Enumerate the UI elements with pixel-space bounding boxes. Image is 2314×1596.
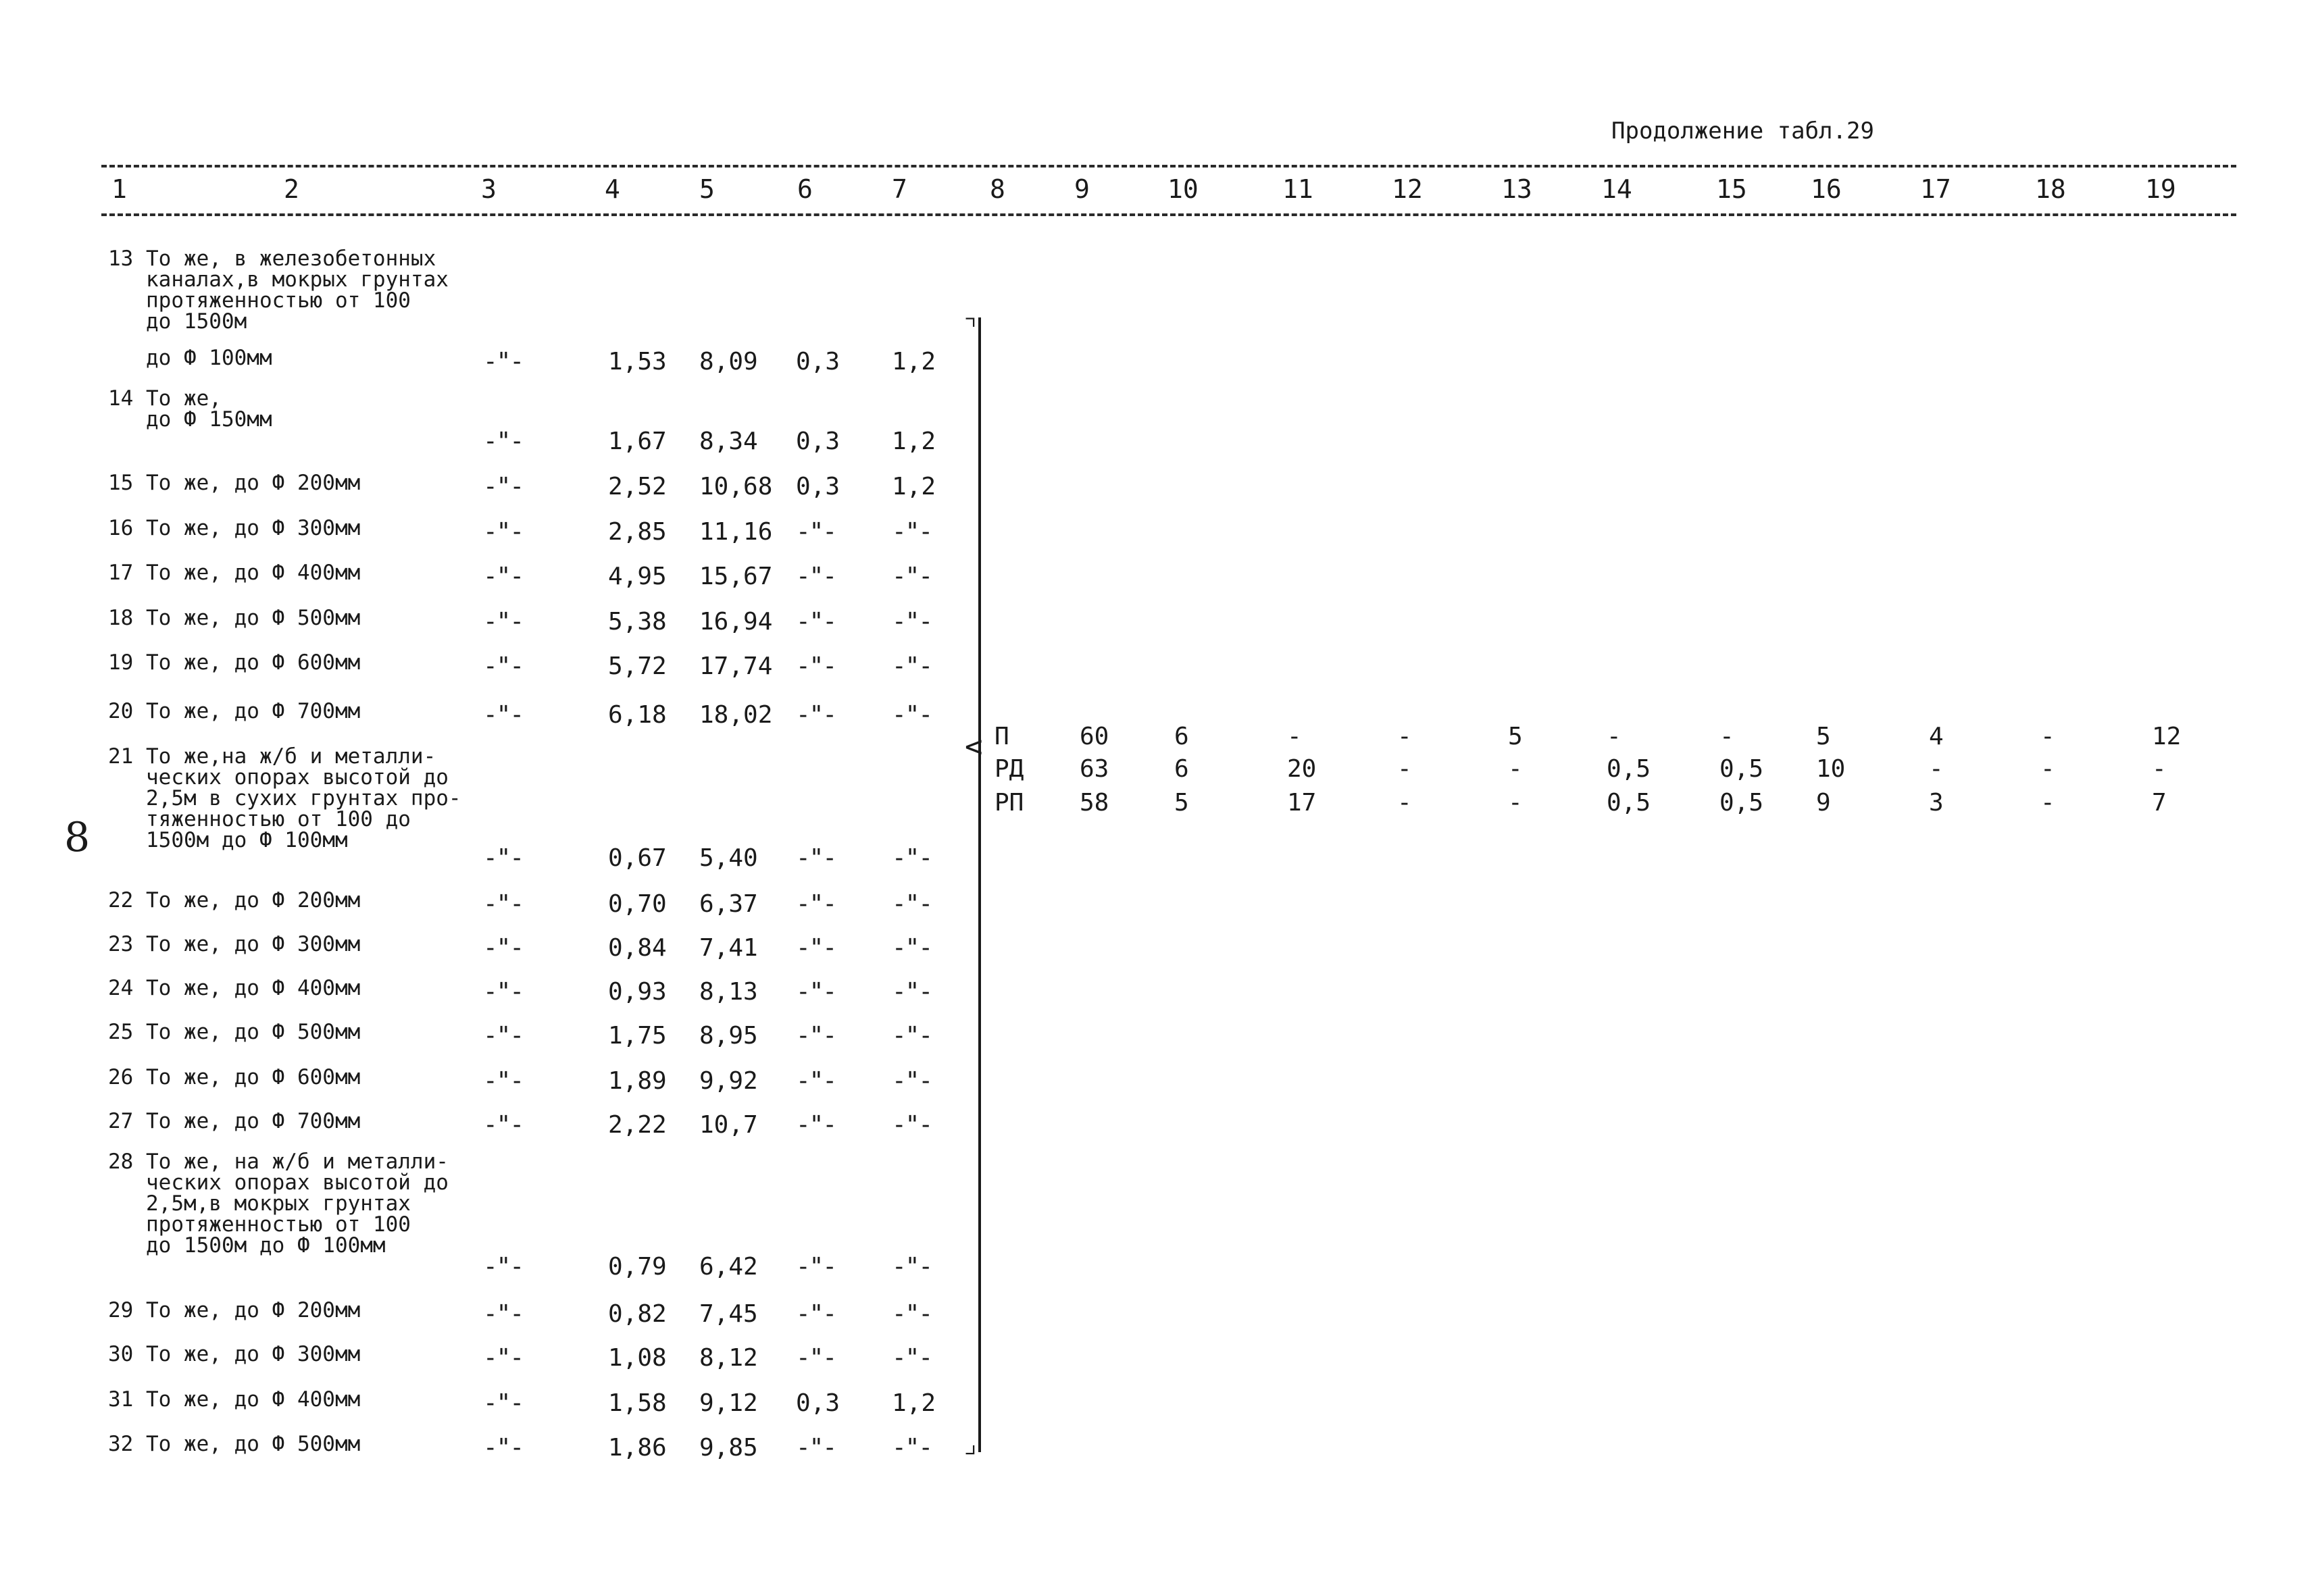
brace-top-hook: ⌝ xyxy=(962,312,979,343)
cell-col-3: -"- xyxy=(483,701,524,729)
right-cell-col-12: - xyxy=(1397,755,1412,783)
cell-col-5: 8,12 xyxy=(699,1344,758,1372)
cell-col-6: -"- xyxy=(796,518,836,546)
grouping-brace xyxy=(978,317,981,1452)
right-cell-col-11: 20 xyxy=(1287,755,1317,783)
cell-col-6: 0,3 xyxy=(796,348,840,376)
column-header-1: 1 xyxy=(111,174,127,204)
cell-col-7: -"- xyxy=(892,1067,932,1095)
cell-col-3: -"- xyxy=(483,890,524,918)
column-header-9: 9 xyxy=(1074,174,1090,204)
row-description: 31 То же, до Ф 400мм xyxy=(108,1387,361,1412)
cell-col-6: 0,3 xyxy=(796,1389,840,1417)
cell-col-6: -"- xyxy=(796,1344,836,1372)
cell-col-4: 1,75 xyxy=(608,1022,667,1050)
cell-col-7: 1,2 xyxy=(892,473,936,500)
column-header-5: 5 xyxy=(699,174,715,204)
cell-col-6: -"- xyxy=(796,978,836,1006)
column-header-12: 12 xyxy=(1392,174,1423,204)
column-header-6: 6 xyxy=(797,174,813,204)
row-description: 14 То же, до Ф 150мм xyxy=(108,386,272,432)
cell-col-3: -"- xyxy=(483,1434,524,1462)
right-cell-col-13: - xyxy=(1508,789,1523,817)
row-description: 17 То же, до Ф 400мм xyxy=(108,561,361,585)
cell-col-5: 7,41 xyxy=(699,934,758,962)
cell-col-4: 5,38 xyxy=(608,608,667,636)
cell-col-5: 8,09 xyxy=(699,348,758,376)
right-cell-col-17: 4 xyxy=(1929,723,1944,750)
column-header-16: 16 xyxy=(1811,174,1842,204)
header-bottom-rule xyxy=(101,213,2236,216)
cell-col-4: 1,67 xyxy=(608,428,667,455)
right-cell-col-19: - xyxy=(2152,755,2167,783)
right-cell-col-11: - xyxy=(1287,723,1302,750)
right-cell-col-12: - xyxy=(1397,723,1412,750)
cell-col-3: -"- xyxy=(483,1022,524,1050)
row-description: 29 То же, до Ф 200мм xyxy=(108,1298,361,1322)
cell-col-4: 1,08 xyxy=(608,1344,667,1372)
cell-col-5: 6,42 xyxy=(699,1253,758,1281)
cell-col-4: 1,89 xyxy=(608,1067,667,1095)
cell-col-5: 10,68 xyxy=(699,473,773,500)
cell-col-6: -"- xyxy=(796,1022,836,1050)
cell-col-6: -"- xyxy=(796,652,836,680)
cell-col-6: -"- xyxy=(796,934,836,962)
right-cell-col-16: 5 xyxy=(1816,723,1831,750)
cell-col-7: -"- xyxy=(892,563,932,590)
cell-col-6: -"- xyxy=(796,608,836,636)
cell-col-6: 0,3 xyxy=(796,473,840,500)
column-header-15: 15 xyxy=(1716,174,1747,204)
column-header-14: 14 xyxy=(1601,174,1632,204)
right-cell-col-13: - xyxy=(1508,755,1523,783)
right-cell-col-8: РП xyxy=(995,789,1024,817)
cell-col-4: 0,84 xyxy=(608,934,667,962)
right-cell-col-19: 7 xyxy=(2152,789,2167,817)
cell-col-4: 1,86 xyxy=(608,1434,667,1462)
right-cell-col-8: П xyxy=(995,723,1009,750)
cell-col-6: 0,3 xyxy=(796,428,840,455)
cell-col-4: 4,95 xyxy=(608,563,667,590)
cell-col-5: 15,67 xyxy=(699,563,773,590)
right-cell-col-9: 63 xyxy=(1080,755,1109,783)
column-header-18: 18 xyxy=(2035,174,2066,204)
cell-col-3: -"- xyxy=(483,608,524,636)
row-description: 27 То же, до Ф 700мм xyxy=(108,1109,361,1133)
cell-col-7: 1,2 xyxy=(892,348,936,376)
cell-col-5: 5,40 xyxy=(699,844,758,872)
cell-col-4: 0,93 xyxy=(608,978,667,1006)
cell-col-7: -"- xyxy=(892,1434,932,1462)
brace-bottom-hook: ⌟ xyxy=(962,1428,979,1460)
cell-col-6: -"- xyxy=(796,1111,836,1139)
row-description: 25 То же, до Ф 500мм xyxy=(108,1020,361,1044)
right-cell-col-10: 5 xyxy=(1174,789,1189,817)
cell-col-4: 0,79 xyxy=(608,1253,667,1281)
column-header-4: 4 xyxy=(605,174,620,204)
cell-col-3: -"- xyxy=(483,978,524,1006)
cell-col-4: 0,70 xyxy=(608,890,667,918)
right-cell-col-16: 9 xyxy=(1816,789,1831,817)
cell-col-6: -"- xyxy=(796,1067,836,1095)
row-description: 24 То же, до Ф 400мм xyxy=(108,976,361,1000)
column-header-8: 8 xyxy=(990,174,1005,204)
right-cell-col-18: - xyxy=(2040,723,2055,750)
row-description: 23 То же, до Ф 300мм xyxy=(108,932,361,956)
cell-col-5: 7,45 xyxy=(699,1300,758,1328)
right-cell-col-10: 6 xyxy=(1174,755,1189,783)
cell-col-4: 0,67 xyxy=(608,844,667,872)
right-cell-col-15: 0,5 xyxy=(1719,789,1764,817)
cell-col-6: -"- xyxy=(796,844,836,872)
row-description: 15 То же, до Ф 200мм xyxy=(108,471,361,495)
right-cell-col-18: - xyxy=(2040,755,2055,783)
cell-col-4: 1,58 xyxy=(608,1389,667,1417)
right-cell-col-15: - xyxy=(1719,723,1734,750)
row-description: 28 То же, на ж/б и металли- ческих опорах высотой до 2,5м,в мокрых грунтах протяженностью от 100 до 1500м до Ф 100мм xyxy=(108,1150,449,1258)
cell-col-3: -"- xyxy=(483,348,524,376)
row-description: до Ф 100мм xyxy=(108,346,272,370)
cell-col-5: 8,34 xyxy=(699,428,758,455)
row-description: 13 То же, в железобетонных каналах,в мокрых грунтах протяженностью от 100 до 1500м xyxy=(108,247,449,334)
right-cell-col-10: 6 xyxy=(1174,723,1189,750)
column-header-17: 17 xyxy=(1920,174,1951,204)
right-cell-col-17: - xyxy=(1929,755,1944,783)
margin-mark: 8 xyxy=(64,814,91,861)
cell-col-6: -"- xyxy=(796,1434,836,1462)
right-cell-col-11: 17 xyxy=(1287,789,1317,817)
brace-middle-point: < xyxy=(965,729,983,764)
right-cell-col-9: 60 xyxy=(1080,723,1109,750)
cell-col-3: -"- xyxy=(483,1344,524,1372)
cell-col-7: -"- xyxy=(892,978,932,1006)
row-description: 18 То же, до Ф 500мм xyxy=(108,606,361,630)
cell-col-6: -"- xyxy=(796,1300,836,1328)
cell-col-5: 9,92 xyxy=(699,1067,758,1095)
cell-col-5: 8,13 xyxy=(699,978,758,1006)
cell-col-4: 6,18 xyxy=(608,701,667,729)
cell-col-5: 16,94 xyxy=(699,608,773,636)
cell-col-4: 2,22 xyxy=(608,1111,667,1139)
cell-col-6: -"- xyxy=(796,890,836,918)
cell-col-5: 10,7 xyxy=(699,1111,758,1139)
cell-col-4: 2,52 xyxy=(608,473,667,500)
cell-col-7: -"- xyxy=(892,844,932,872)
header-top-rule xyxy=(101,165,2236,168)
cell-col-7: -"- xyxy=(892,1253,932,1281)
right-cell-col-13: 5 xyxy=(1508,723,1523,750)
right-cell-col-15: 0,5 xyxy=(1719,755,1764,783)
cell-col-5: 18,02 xyxy=(699,701,773,729)
cell-col-3: -"- xyxy=(483,1067,524,1095)
cell-col-7: -"- xyxy=(892,934,932,962)
cell-col-5: 9,12 xyxy=(699,1389,758,1417)
right-cell-col-12: - xyxy=(1397,789,1412,817)
cell-col-7: -"- xyxy=(892,652,932,680)
right-cell-col-9: 58 xyxy=(1080,789,1109,817)
cell-col-4: 0,82 xyxy=(608,1300,667,1328)
cell-col-7: -"- xyxy=(892,890,932,918)
cell-col-3: -"- xyxy=(483,1389,524,1417)
column-header-19: 19 xyxy=(2145,174,2176,204)
cell-col-4: 2,85 xyxy=(608,518,667,546)
row-description: 16 То же, до Ф 300мм xyxy=(108,516,361,540)
cell-col-5: 11,16 xyxy=(699,518,773,546)
row-description: 26 То же, до Ф 600мм xyxy=(108,1065,361,1089)
cell-col-3: -"- xyxy=(483,518,524,546)
cell-col-3: -"- xyxy=(483,1300,524,1328)
cell-col-7: -"- xyxy=(892,518,932,546)
cell-col-7: -"- xyxy=(892,701,932,729)
right-cell-col-18: - xyxy=(2040,789,2055,817)
cell-col-3: -"- xyxy=(483,428,524,455)
cell-col-7: -"- xyxy=(892,1111,932,1139)
column-header-11: 11 xyxy=(1282,174,1313,204)
cell-col-3: -"- xyxy=(483,1253,524,1281)
cell-col-5: 17,74 xyxy=(699,652,773,680)
cell-col-7: -"- xyxy=(892,1300,932,1328)
right-cell-col-14: - xyxy=(1607,723,1621,750)
cell-col-6: -"- xyxy=(796,701,836,729)
cell-col-3: -"- xyxy=(483,473,524,500)
right-cell-col-19: 12 xyxy=(2152,723,2182,750)
cell-col-3: -"- xyxy=(483,652,524,680)
cell-col-5: 6,37 xyxy=(699,890,758,918)
row-description: 19 То же, до Ф 600мм xyxy=(108,650,361,675)
cell-col-4: 1,53 xyxy=(608,348,667,376)
row-description: 22 То же, до Ф 200мм xyxy=(108,888,361,912)
right-cell-col-16: 10 xyxy=(1816,755,1846,783)
table-caption: Продолжение табл.29 xyxy=(1611,118,1874,145)
cell-col-7: 1,2 xyxy=(892,1389,936,1417)
cell-col-5: 9,85 xyxy=(699,1434,758,1462)
cell-col-3: -"- xyxy=(483,844,524,872)
right-cell-col-17: 3 xyxy=(1929,789,1944,817)
cell-col-6: -"- xyxy=(796,1253,836,1281)
row-description: 20 То же, до Ф 700мм xyxy=(108,699,361,723)
cell-col-5: 8,95 xyxy=(699,1022,758,1050)
cell-col-7: -"- xyxy=(892,1022,932,1050)
cell-col-4: 5,72 xyxy=(608,652,667,680)
cell-col-7: -"- xyxy=(892,608,932,636)
cell-col-3: -"- xyxy=(483,1111,524,1139)
row-description: 21 То же,на ж/б и металли- ческих опорах высотой до 2,5м в сухих грунтах про- тяженностью от 100 до 1500м до Ф 100мм xyxy=(108,744,461,852)
column-header-2: 2 xyxy=(284,174,299,204)
row-description: 30 То же, до Ф 300мм xyxy=(108,1342,361,1366)
cell-col-3: -"- xyxy=(483,934,524,962)
column-header-7: 7 xyxy=(892,174,907,204)
right-cell-col-8: РД xyxy=(995,755,1024,783)
cell-col-7: 1,2 xyxy=(892,428,936,455)
row-description: 32 То же, до Ф 500мм xyxy=(108,1432,361,1456)
cell-col-7: -"- xyxy=(892,1344,932,1372)
column-header-10: 10 xyxy=(1167,174,1199,204)
right-cell-col-14: 0,5 xyxy=(1607,755,1651,783)
column-header-3: 3 xyxy=(481,174,497,204)
column-header-13: 13 xyxy=(1501,174,1532,204)
cell-col-6: -"- xyxy=(796,563,836,590)
cell-col-3: -"- xyxy=(483,563,524,590)
right-cell-col-14: 0,5 xyxy=(1607,789,1651,817)
